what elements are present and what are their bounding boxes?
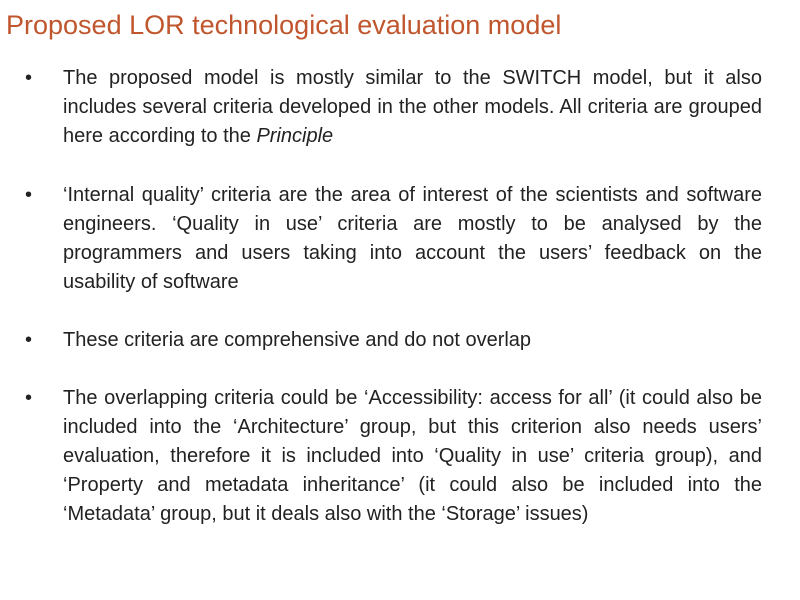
bullet-text-main: The proposed model is mostly similar to the SWITCH model, but it also includes several criteria developed in the other models. All criteria are grouped here according to the	[63, 67, 762, 147]
bullet-text	[63, 64, 762, 151]
bullet-text: The overlapping criteria could be ‘Accessibility: access for all’ (it could also be included into the ‘Architecture’ group, but this criterion also needs users’ evaluation, therefore it is included into ‘Quality in use’ criteria group), and ‘Property and metadata inheritance’ (it could also be included into the ‘Metadata’ group, but it deals also with the ‘Storage’ issues)	[63, 387, 762, 525]
bullet-text: These criteria are comprehensive and do not overlap	[63, 329, 532, 351]
bullet-text: ‘Internal quality’ criteria are the area of interest of the scientists and software engineers. ‘Quality in use’ criteria are mostly to be analysed by the programmers and users taking into account the users’ feedback on the usability of software	[63, 184, 762, 293]
bullet-icon: •	[25, 387, 33, 409]
bullet-icon: •	[25, 329, 33, 351]
slide-title: Proposed LOR technological evaluation model	[6, 10, 562, 40]
bullet-icon: •	[25, 67, 33, 89]
bullet-icon: •	[25, 184, 33, 206]
bullet-text-emphasis: Principle	[256, 125, 334, 147]
